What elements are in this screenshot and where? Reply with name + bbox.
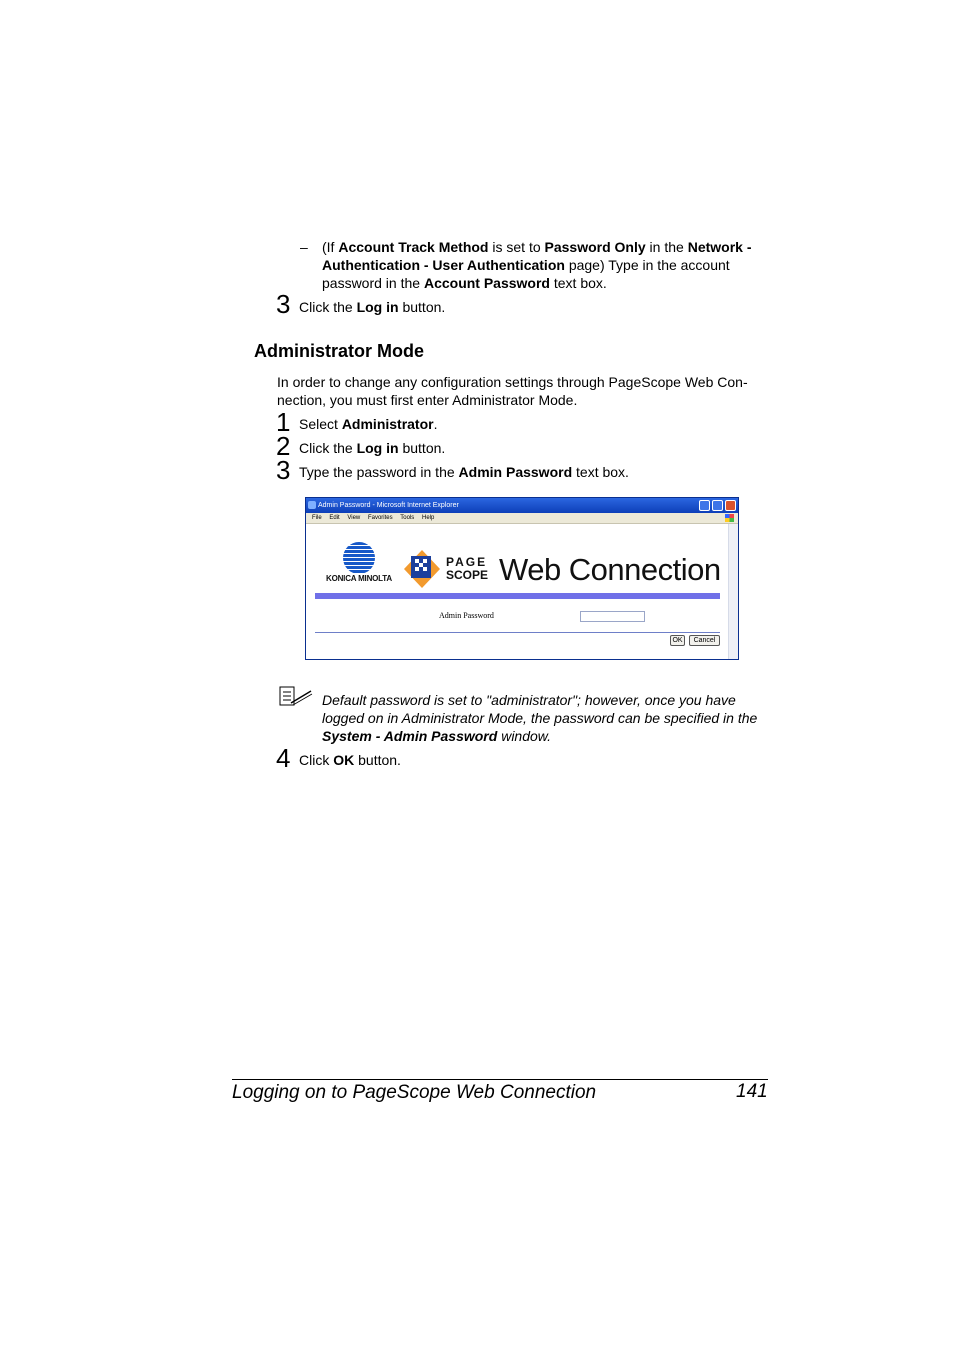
ok-button[interactable]: OK: [670, 635, 685, 646]
note-text: [322, 691, 777, 745]
step-number: 3: [276, 455, 291, 485]
step-text: Select Administrator.: [299, 416, 438, 432]
menu-tools[interactable]: Tools: [400, 515, 415, 521]
step-number: 3: [276, 289, 291, 319]
step-text: Click the Log in button.: [299, 440, 446, 456]
pagescope-scope-word: SCOPE: [446, 568, 489, 582]
konica-minolta-logo-icon: [343, 542, 375, 574]
section-heading: Administrator Mode: [254, 341, 425, 361]
step-text: Click OK button.: [299, 752, 401, 768]
step-text: Click the Log in button.: [299, 299, 446, 315]
menu-file[interactable]: File: [312, 515, 322, 521]
paragraph-line-2: nection, you must first enter Administrator Mode.: [277, 392, 578, 408]
step-number: 4: [276, 743, 291, 773]
window-title: Admin Password - Microsoft Internet Explorer: [318, 502, 459, 509]
menu-favorites[interactable]: Favorites: [367, 515, 393, 521]
intro-paragraph: [277, 373, 767, 409]
divider: [315, 632, 720, 633]
note-line-1: Default password is set to "administrator"; however, once you have: [322, 692, 736, 708]
menu-view[interactable]: View: [347, 515, 361, 521]
admin-password-label: Admin Password: [439, 611, 494, 620]
bullet-dash: –: [300, 239, 308, 255]
pagescope-page-word: PAGE: [446, 555, 488, 569]
brand-name: KONICA MINOLTA: [326, 574, 392, 583]
cancel-button[interactable]: Cancel: [689, 635, 720, 646]
footer-title: Logging on to PageScope Web Connection: [232, 1082, 597, 1103]
ie-icon: [308, 501, 316, 509]
browser-window-screenshot: [305, 497, 739, 660]
note-line-2: logged on in Administrator Mode, the password can be specified in the: [322, 710, 758, 726]
minimize-icon[interactable]: [699, 500, 710, 511]
close-icon[interactable]: [725, 500, 736, 511]
intro-line-1: (If Account Track Method is set to Password Only in the Network -: [322, 239, 752, 255]
admin-password-input[interactable]: [580, 611, 645, 622]
intro-line-3: password in the Account Password text box.: [322, 275, 607, 291]
menu-help[interactable]: Help: [421, 515, 435, 521]
note-pencil-icon: [279, 685, 313, 707]
intro-bullet-text: [322, 238, 772, 292]
footer-rule: [232, 1079, 768, 1080]
menu-edit[interactable]: Edit: [329, 515, 340, 521]
paragraph-line-1: In order to change any configuration settings through PageScope Web Con-: [277, 374, 748, 390]
product-title: Web Connection: [499, 552, 721, 587]
vertical-scrollbar[interactable]: [728, 524, 738, 659]
intro-line-2: Authentication - User Authentication page) Type in the account: [322, 257, 730, 273]
step-number: 2: [276, 431, 291, 461]
pagescope-logo-icon: [404, 550, 440, 588]
note-line-3: System - Admin Password window.: [322, 728, 552, 744]
page-number: 141: [736, 1081, 768, 1102]
header-accent-bar: [315, 593, 720, 599]
step-number: 1: [276, 407, 291, 437]
menu-bar: [306, 513, 738, 524]
windows-flag-icon: [725, 514, 734, 522]
window-titlebar: [306, 498, 738, 513]
step-text: Type the password in the Admin Password text box.: [299, 464, 629, 480]
maximize-icon[interactable]: [712, 500, 723, 511]
